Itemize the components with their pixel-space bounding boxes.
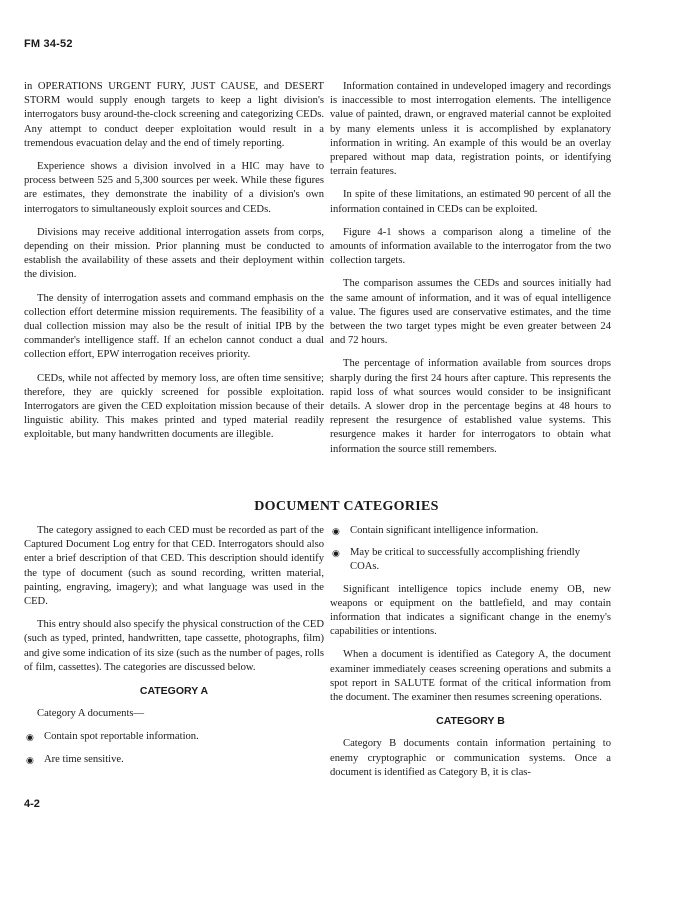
paragraph: This entry should also specify the physical construction of the CED (such as typed, printed, handwritten, tape cassette, photographs, film) and give some indication of its size (such as the number of pages, rolls of film, cassettes). The categories are discussed below. bbox=[24, 619, 324, 673]
right-column-top bbox=[330, 80, 611, 466]
paragraph: Significant intelligence topics include enemy OB, new weapons or equipment on the battlefield, and may contain information that indicates a significant change in the enemy's capabilities or intentions. bbox=[330, 583, 611, 638]
paragraph: Information contained in undeveloped imagery and recordings is inaccessible to most interrogation elements. The intelligence value of painted, drawn, or engraved material cannot be exploited by many elements unless it is accomplished by explanatory information in writing. An example of this would be an overlay prepared without map data, registration points, or identifying terrain features. bbox=[330, 81, 611, 178]
left-column-bottom bbox=[24, 524, 324, 775]
paragraph: Figure 4-1 shows a comparison along a timeline of the amounts of information available to the interrogator from the two collection targets. bbox=[330, 226, 611, 267]
right-column-bottom bbox=[330, 524, 611, 789]
paragraph: In spite of these limitations, an estimated 90 percent of all the information contained in CEDs can be exploited. bbox=[330, 189, 611, 215]
section-title: DOCUMENT CATEGORIES bbox=[254, 499, 439, 514]
page-number: 4-2 bbox=[24, 798, 40, 810]
left-column-top bbox=[24, 80, 324, 452]
paragraph: Experience shows a division involved in a HIC may have to process between 525 and 5,300 sources per week. While these figures are estimates, they demonstrate the inability of a division's own interrogators to simultaneously exploit sources and CEDs. bbox=[24, 161, 324, 215]
paragraph: Divisions may receive additional interrogation assets from corps, depending on their mission. Prior planning must be conducted to establish the availability of these assets and their deployment within the division. bbox=[24, 226, 324, 281]
list-item-text: May be critical to successfully accomplishing friendly COAs. bbox=[350, 547, 581, 573]
list-item bbox=[330, 524, 611, 538]
bullet-icon: ◉ bbox=[26, 732, 34, 743]
paragraph: Category B documents contain information pertaining to enemy cryptographic or communication systems. Once a document is identified as Category B, it is clas- bbox=[330, 738, 611, 778]
list-item-text: Contain spot reportable information. bbox=[44, 731, 199, 743]
list-item bbox=[24, 753, 324, 767]
paragraph: Category A documents— bbox=[37, 708, 145, 720]
bullet-icon: ◉ bbox=[332, 526, 340, 536]
paragraph: CEDs, while not affected by memory loss, are often time sensitive; therefore, they are quickly screened for possible exploitation. Interrogators are given the CED exploitation mission because of their linguistic ability. This makes printed and typed material readily exploitable, but many handwritten documents are illegible. bbox=[24, 372, 324, 441]
list-item bbox=[24, 730, 324, 744]
subheading-category-a: CATEGORY A bbox=[139, 685, 209, 698]
bullet-icon: ◉ bbox=[332, 548, 340, 559]
paragraph: The percentage of information available from sources drops sharply during the first 24 hours after capture. This represents the rapid loss of what sources would consider to be insignificant details. A slower drop in the percentage begins at 48 hours to represent the resurgence of established value systems. This resurgence makes it harder for interrogators to obtain what information the source still remembers. bbox=[330, 358, 611, 455]
paragraph: The category assigned to each CED must be recorded as part of the Captured Document Log entry for that CED. Interrogators should also enter a brief description of that CED. This description should identify the type of document (such as sound recording, written material, painting, engraving, imagery); and what language was used in the CED. bbox=[24, 525, 324, 608]
paragraph: in OPERATIONS URGENT FURY, JUST CAUSE, and DESERT STORM would supply enough targets to keep a light division's interrogators busy around-the-clock screening and categorizing CEDs. Any attempt to conduct deeper exploitation would result in a tremendous evacuation delay and the end of timely reporting. bbox=[24, 81, 324, 149]
paragraph: The comparison assumes the CEDs and sources initially had the same amount of information, and it was of equal intelligence value. The figures used are conservative estimates, and the time between the two target types might be even greater between 24 and 72 hours. bbox=[330, 278, 611, 347]
list-item-text: Contain significant intelligence information. bbox=[350, 525, 539, 536]
page-header: FM 34-52 bbox=[24, 38, 73, 50]
subheading-category-b: CATEGORY B bbox=[436, 715, 505, 728]
paragraph: The density of interrogation assets and command emphasis on the collection effort determine mission requirements. The feasibility of a dual collection mission may also be the result of initial IPB by the commander's intelligence staff. If an echelon cannot conduct a dual collection effort, EPW interrogation receives priority. bbox=[24, 292, 324, 361]
bullet-icon: ◉ bbox=[26, 754, 34, 765]
list-item bbox=[330, 546, 611, 574]
list-item-text: Are time sensitive. bbox=[44, 753, 124, 765]
paragraph: When a document is identified as Category A, the document examiner immediately ceases screening operations and submits a spot report in SALUTE format of the critical information from the document. The examiner then resumes screening operations. bbox=[330, 649, 611, 704]
